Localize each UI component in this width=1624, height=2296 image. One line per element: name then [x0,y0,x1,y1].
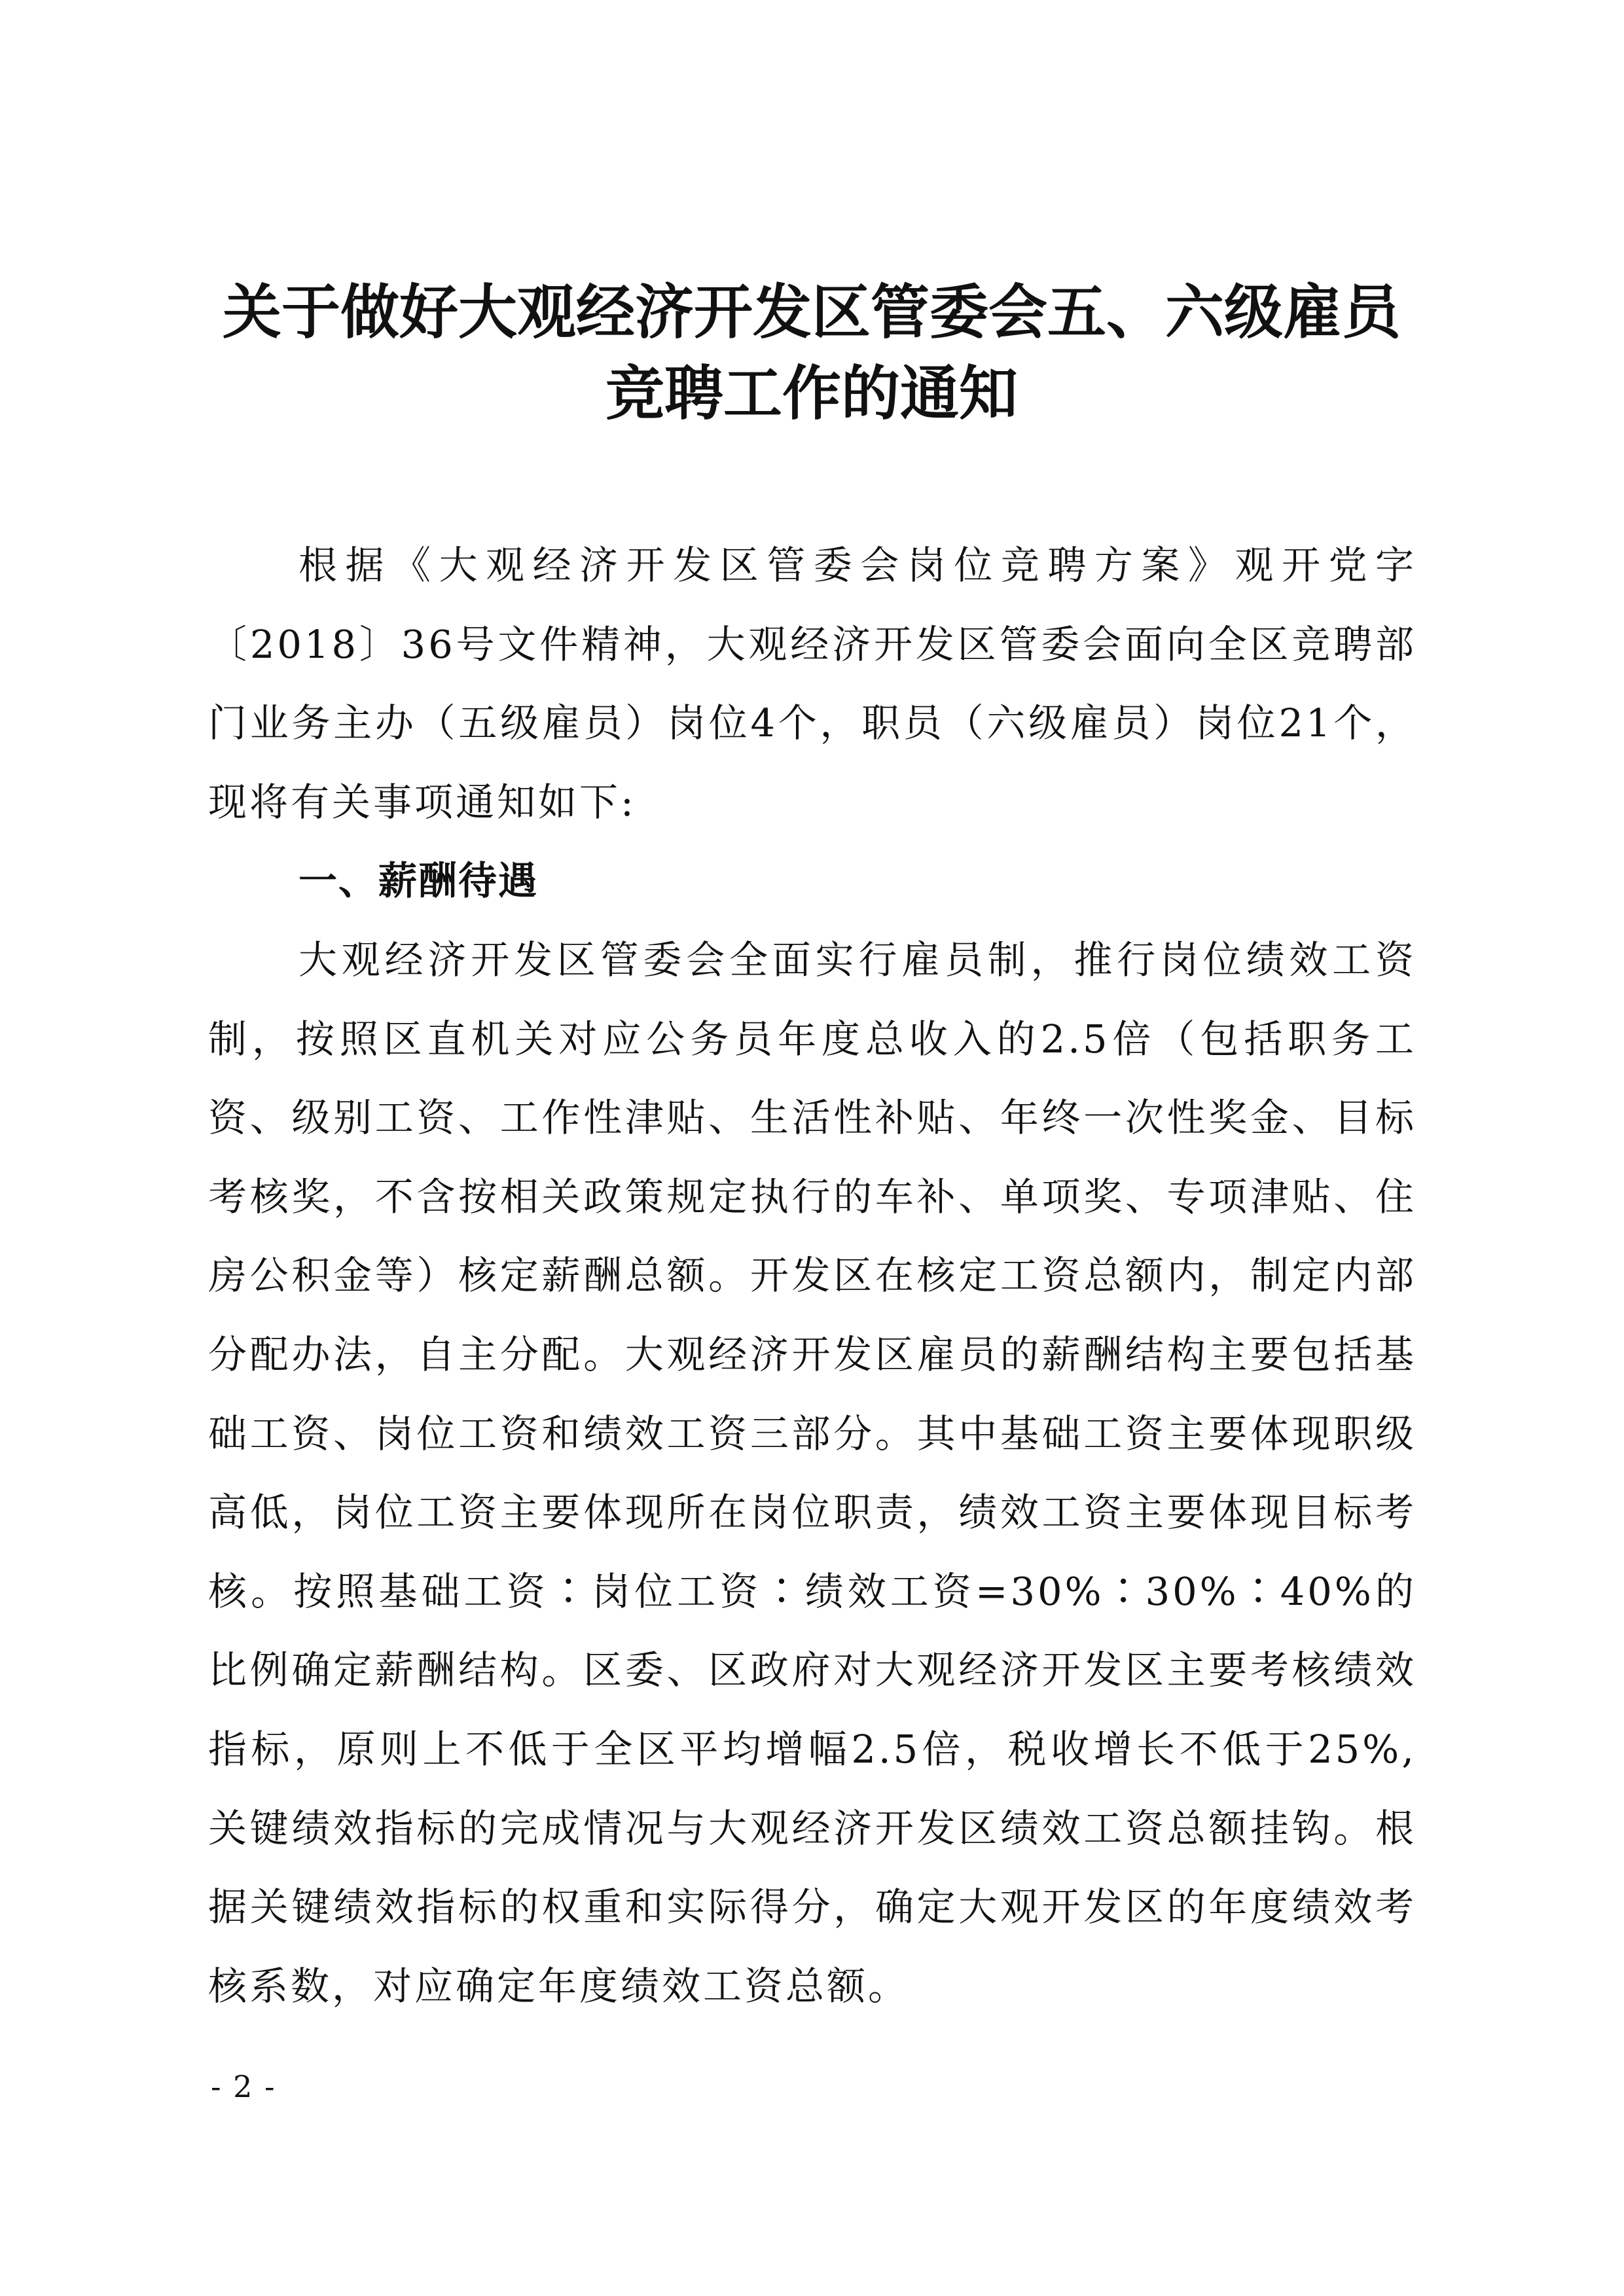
section-paragraph: 大观经济开发区管委会全面实行雇员制，推行岗位绩效工资制，按照区直机关对应公务员年度总收入的2.5倍（包括职务工资、级别工资、工作性津贴、生活性补贴、年终一次性奖金、目标考核奖，不含按相关政策规定执行的车补、单项奖、专项津贴、住房公积金等）核定薪酬总额。开发区在核定工资总额内，制定内部分配办法，自主分配。大观经济开发区雇员的薪酬结构主要包括基础工资、岗位工资和绩效工资三部分。其中基础工资主要体现职级高低，岗位工资主要体现所在岗位职责，绩效工资主要体现目标考核。按照基础工资∶岗位工资∶绩效工资=30%∶30%∶40%的比例确定薪酬结构。区委、区政府对大观经济开发区主要考核绩效指标，原则上不低于全区平均增幅2.5倍，税收增长不低于25%,关键绩效指标的完成情况与大观经济开发区绩效工资总额挂钩。根据关键绩效指标的权重和实际得分，确定大观开发区的年度绩效考核系数，对应确定年度绩效工资总额。 [208,937,1416,2009]
document-body [208,526,1416,2026]
title-line-1: 关于做好大观经济开发区管委会五、六级雇员 [223,278,1401,347]
page-number: - 2 - [211,2069,276,2104]
section-heading: 一、薪酬待遇 [298,858,539,904]
document-title [196,272,1427,434]
intro-paragraph: 根据《大观经济开发区管委会岗位竞聘方案》观开党字〔2018〕36号文件精神，大观经济开发区管委会面向全区竞聘部门业务主办（五级雇员）岗位4个，职员（六级雇员）岗位21个，现将有关事项通知如下: [208,543,1416,825]
title-line-2: 竞聘工作的通知 [605,359,1018,428]
